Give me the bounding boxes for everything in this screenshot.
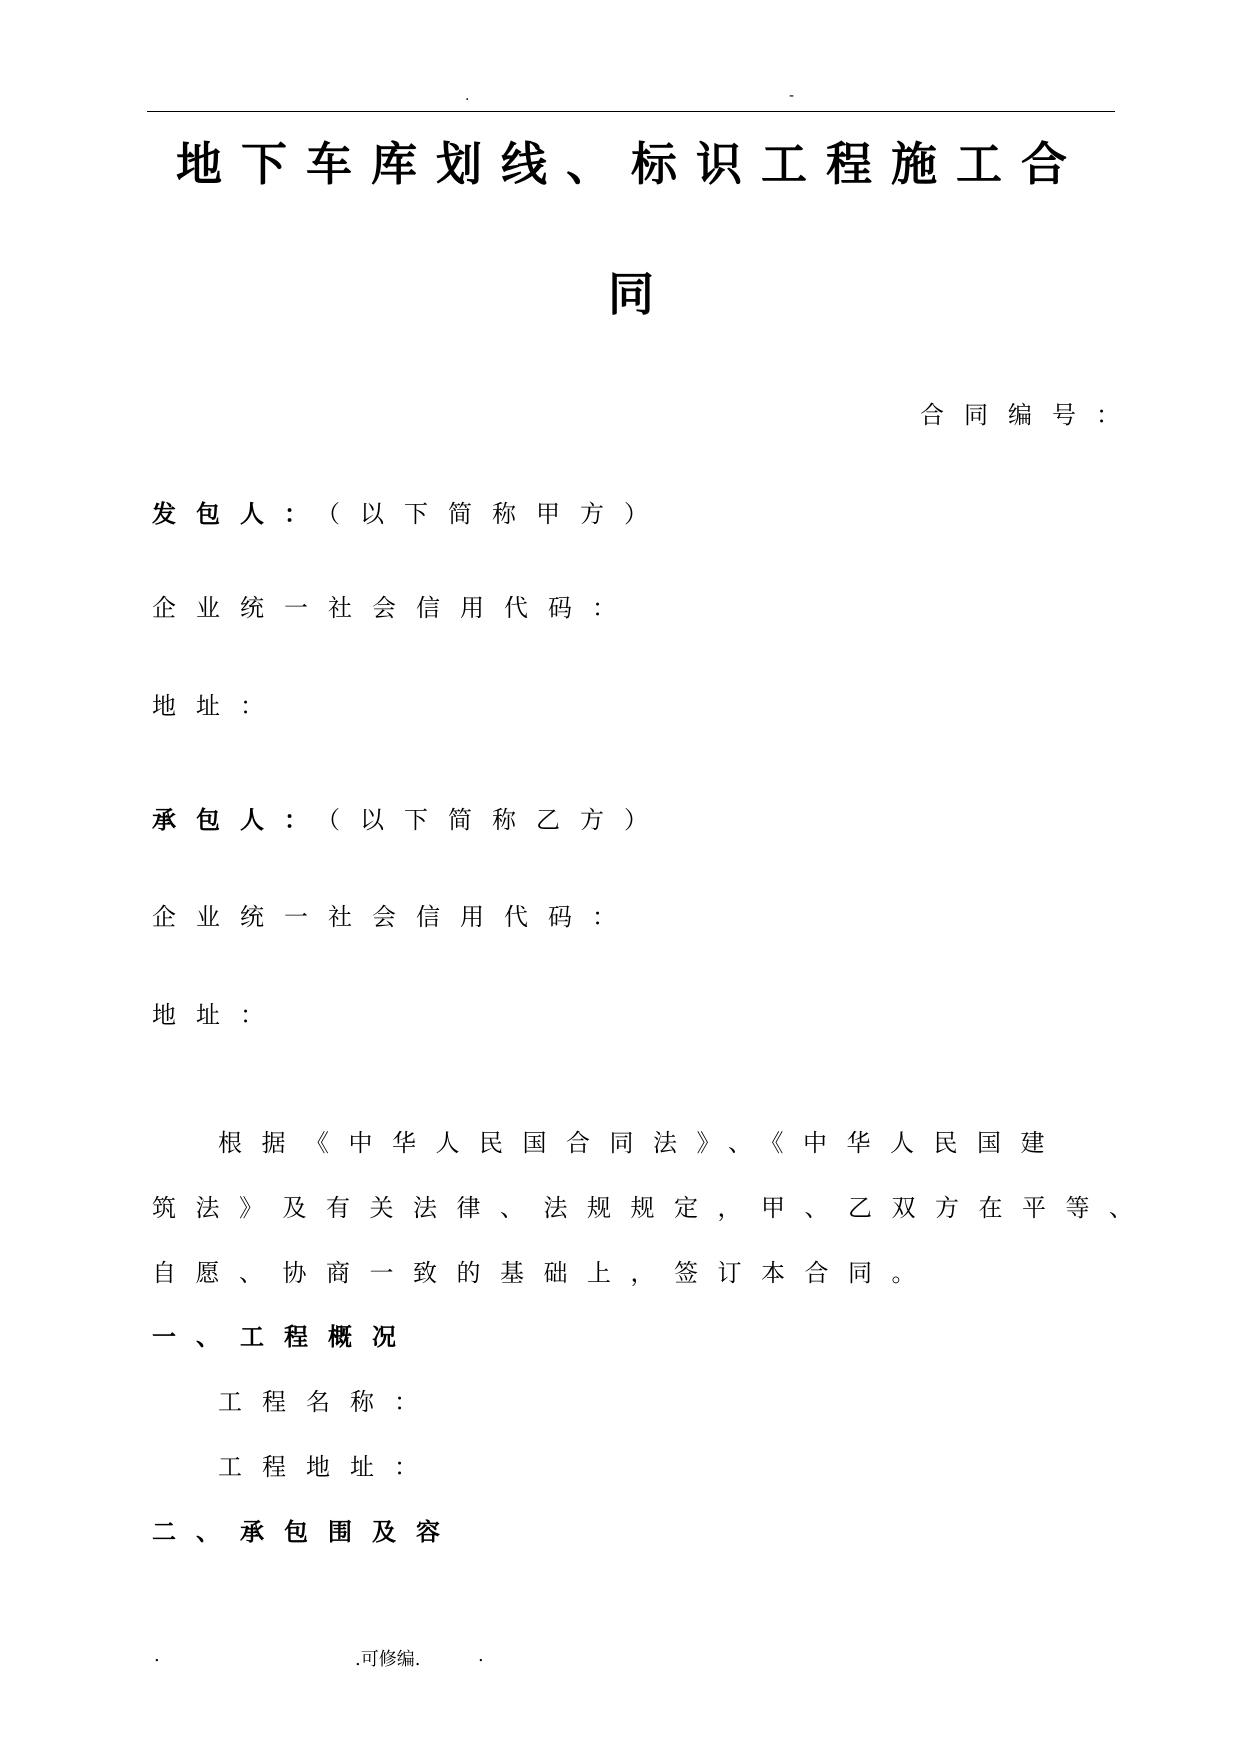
- section-2-heading: 二、承包围及容: [152, 1518, 460, 1546]
- preamble-line-1: 根据《中华人民国合同法》、《中华人民国建: [218, 1129, 1064, 1157]
- preamble-line-3: 自愿、协商一致的基础上，签订本合同。: [152, 1259, 935, 1287]
- party-b-credit-code-label: 企业统一社会信用代码：: [152, 903, 636, 931]
- header-mark-right: -: [789, 88, 795, 104]
- preamble-paragraph: [152, 1111, 1153, 1306]
- footer-dot-left: .: [154, 1645, 160, 1666]
- party-a-label: 发包人：: [152, 500, 328, 528]
- footer-dot-right: .: [478, 1645, 484, 1666]
- preamble-line-2: 筑法》及有关法律、法规规定，甲、乙双方在平等、: [152, 1194, 1153, 1222]
- project-address-label: 工程地址：: [218, 1453, 438, 1481]
- party-b-note: （以下简称乙方）: [328, 806, 668, 834]
- header-mark-left: .: [465, 88, 470, 104]
- party-a-credit-code-label: 企业统一社会信用代码：: [152, 594, 636, 622]
- section-1-heading: 一、工程概况: [152, 1323, 416, 1351]
- party-b-label: 承包人：: [152, 806, 328, 834]
- contract-number-label: 合同编号：: [920, 401, 1140, 429]
- party-b-line: [152, 803, 668, 837]
- party-a-address-label: 地址：: [152, 692, 284, 720]
- party-a-note: （以下简称甲方）: [328, 500, 668, 528]
- party-b-address-label: 地址：: [152, 1001, 284, 1029]
- footer-text: .可修编.: [355, 1649, 421, 1670]
- party-a-line: [152, 497, 668, 531]
- header-divider: [147, 111, 1115, 112]
- project-name-label: 工程名称：: [218, 1388, 438, 1416]
- document-title-line-1: 地下车库划线、标识工程施工合: [176, 137, 1086, 191]
- document-title-line-2: 同: [608, 267, 654, 321]
